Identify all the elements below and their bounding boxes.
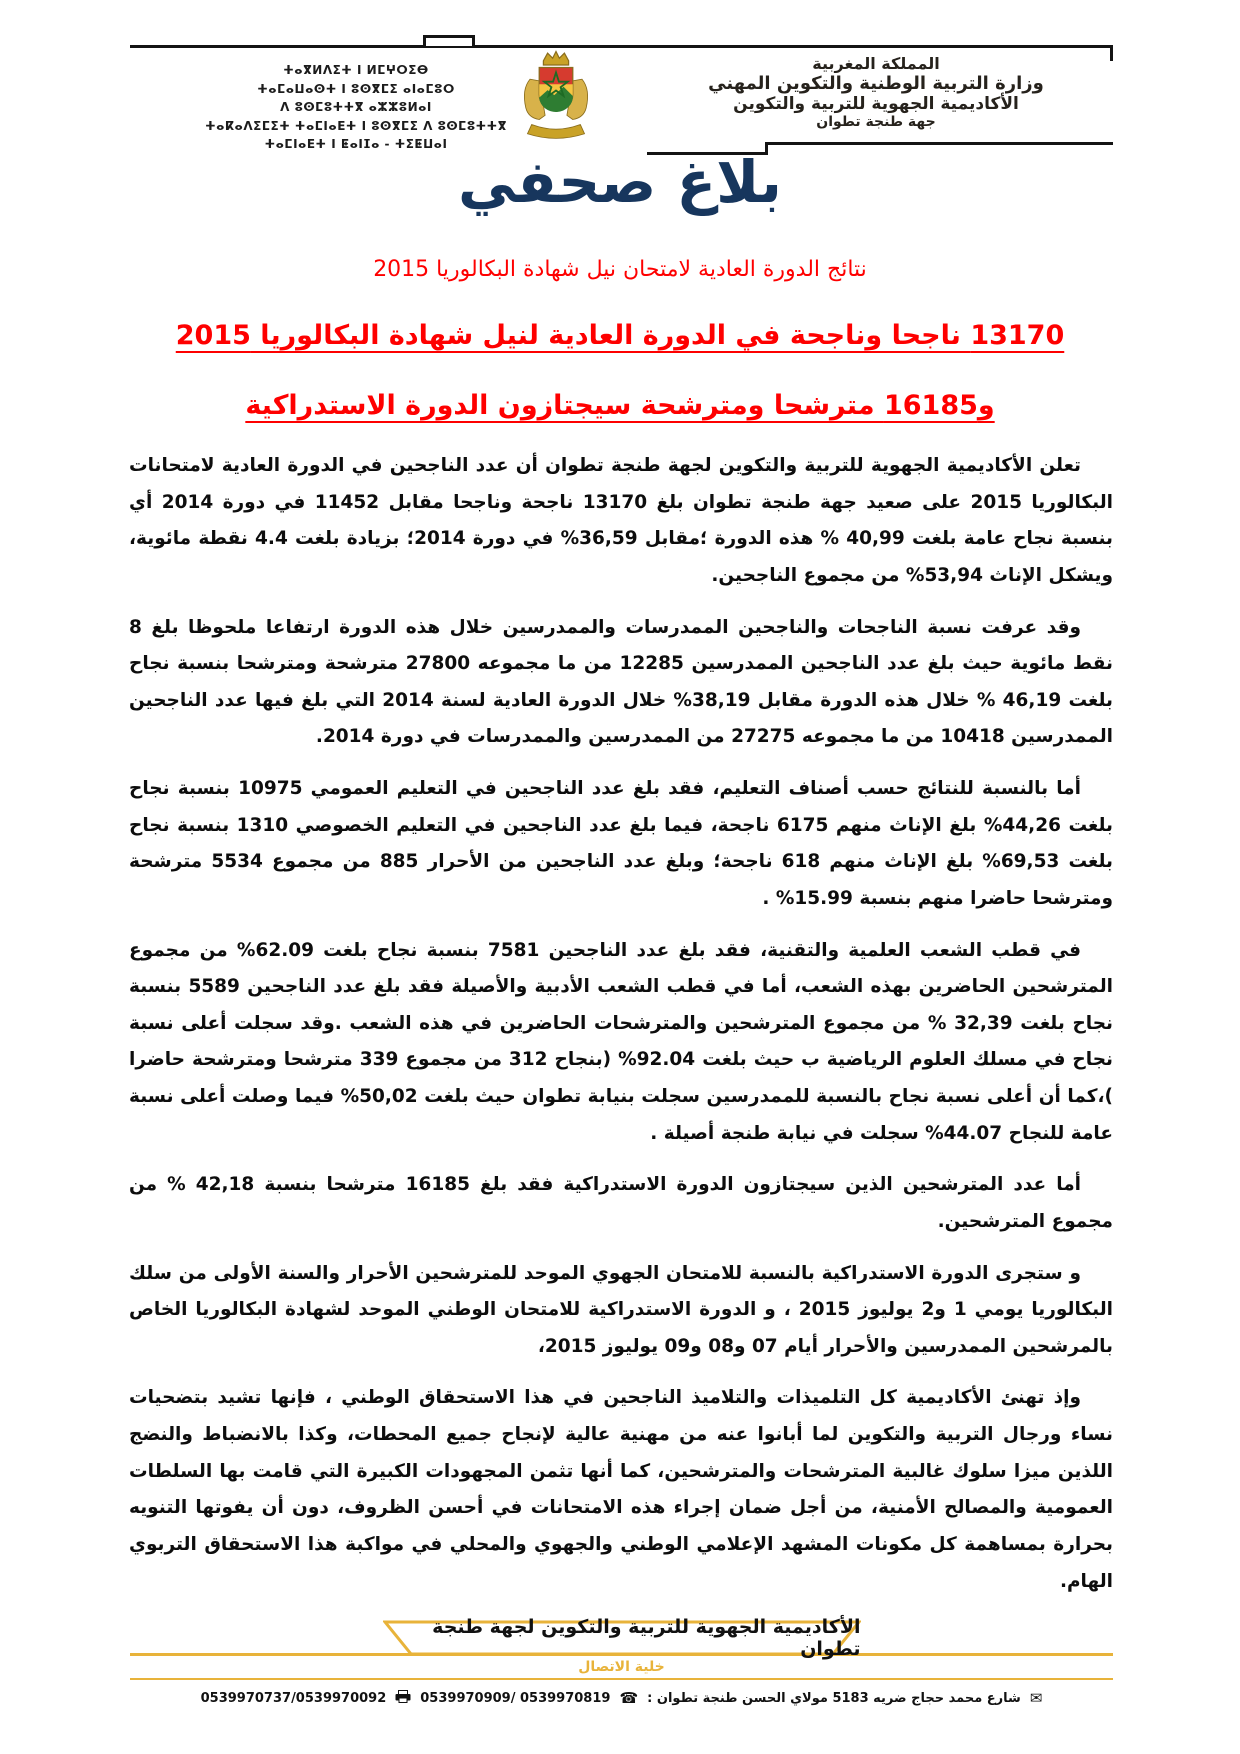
results-subtitle: نتائج الدورة العادية لامتحان نيل شهادة البكالوريا 2015 — [373, 257, 867, 282]
ministry-tifinagh-block — [196, 61, 516, 154]
ministry-name: وزارة التربية الوطنية والتكوين المهني — [708, 73, 1044, 94]
tifinagh-line: ⵜⴰⵎⵏⴰⴹⵜ ⵏ ⵟⴰⵏⵊⴰ - ⵜⵉⵟⵡⴰⵏ — [264, 137, 448, 152]
body-paragraph: وقد عرفت نسبة الناجحات والناجحين الممدرسات والممدرسين خلال هذه الدورة ارتفاعا ملحوظا بلغ 8 نقط مائوية حيث بلغ عدد الناجحين الممدرسين 12285 من ما مجموعه 27800 مترشحة ومترشحا بنسبة نجاح بلغت 46,19 % خلال هذه الدورة مقابل 38,19% خلال الدورة العادية لسنة 2014 التي بلغ فيها عدد الناجحين الممدرسين 10418 من ما مجموعه 27275 من الممدرسين والممدرسات في دورة 2014. — [129, 616, 1113, 748]
footer-unit-name: خلية الاتصال — [578, 1659, 665, 1675]
body-paragraph: و ستجرى الدورة الاستدراكية بالنسبة للامتحان الجهوي الموحد للمترشحين الأحرار والسنة الأولى من سلك البكالوريا يومي 1 و2 يوليوز 2015 ، و الدورة الاستدراكية للامتحان الوطني الموحد لشهادة البكالوريا الخاص بالمرشحين الممدرسين والأحرار أيام 07 و08 و09 يوليوز 2015، — [129, 1262, 1113, 1357]
body-paragraph: تعلن الأكاديمية الجهوية للتربية والتكوين لجهة طنجة تطوان أن عدد الناجحين في الدورة العادية لامتحانات البكالوريا 2015 على صعيد جهة طنجة تطوان بلغ 13170 ناجحة وناجحا مقابل 11452 في دورة 2014 أي بنسبة نجاح عامة بلغت 40,99 % هذه الدورة ؛مقابل 36,59% في دورة 2014؛ بزيادة بلغت 4.4 نقطة مائوية، ويشكل الإناث 53,94% من مجموع الناجحين. — [129, 455, 1114, 586]
phone-icon: ☎ — [619, 1688, 639, 1707]
press-release-body — [129, 448, 1113, 1615]
tifinagh-line: ⴷ ⵓⵙⵎⵓⵜⵜⴳ ⴰⵣⵣⵓⵍⴰⵏ — [280, 100, 432, 115]
letterhead — [130, 45, 1113, 163]
kingdom-name: المملكة المغربية — [812, 54, 940, 73]
headline-pass-count: 13170 ناجحا وناجحة في الدورة العادية لنيل شهادة البكالوريا 2015 — [175, 320, 1065, 351]
tifinagh-line: ⵜⴰⴳⵍⴷⵉⵜ ⵏ ⵍⵎⵖⵔⵉⴱ — [283, 63, 429, 77]
footer-phone-numbers: 0539970909/ 0539970819 — [420, 1690, 611, 1706]
region-name: جهة طنجة تطوان — [816, 114, 936, 130]
body-paragraph: في قطب الشعب العلمية والتقنية، فقد بلغ عدد الناجحين 7581 بنسبة نجاح بلغت 62.09% من مجموع المترشحين الحاضرين بهذه الشعب، أما في قطب الشعب الأدبية والأصيلة فقد بلغ عدد الناجحين 5589 بنسبة نجاح بلغت 32,39 % من مجموع المترشحين والمترشحات الحاضرين في هذه الشعب .وقد سجلت أعلى نسبة نجاح في مسلك العلوم الرياضية ب حيث بلغت 92.04% (بنجاح 312 من مجموع 339 مترشحا ومترشحة حاضرا )،كما أن أعلى نسبة نجاح بالنسبة للممدرسين سجلت بنيابة تطوان حيث بلغت 50,02% فيما وصلت أعلى نسبة عامة للنجاح 44.07% سجلت في نيابة طنجة أصيلة . — [129, 939, 1113, 1144]
body-paragraph: وإذ تهنئ الأكاديمية كل التلميذات والتلاميذ الناجحين في هذا الاستحقاق الوطني ، فإنها تشيد بتضحيات نساء ورجال التربية والتكوين لما أبانوا عنه من مهنية عالية لإنجاح جميع المحطات، وكذا بالانضباط والنضج اللذين ميزا سلوك غالبية المترشحات والمترشحين، كما أنها تثمن المجهودات الكبيرة التي قامت بها السلطات العمومية والمصالح الأمنية، من أجل ضمان إجراء هذه الامتحانات في أحسن الظروف، دون أن يفوتها التنويه بحرارة بمساهمة كل مكونات المشهد الإعلامي الوطني والجهوي والمحلي في مواكبة هذا الاستحقاق التربوي الهام. — [129, 1387, 1113, 1592]
letterhead-under-rule — [768, 142, 1113, 145]
footer-address: شارع محمد حجاج ضريه 5183 مولاي الحسن طنجة تطوان : — [647, 1690, 1021, 1706]
envelope-icon: ✉ — [1029, 1688, 1043, 1707]
footer-contact-row — [130, 1690, 1113, 1706]
footer-org-tab — [383, 1616, 861, 1660]
letterhead-top-rule-tab — [423, 35, 475, 46]
letterfoot — [130, 1616, 1113, 1707]
footer-rule-2 — [130, 1678, 1113, 1680]
fax-icon — [395, 1690, 411, 1706]
body-paragraph: أما بالنسبة للنتائج حسب أصناف التعليم، فقد بلغ عدد الناجحين في التعليم العمومي 10975 بنسبة نجاح بلغت 44,26% بلغ الإناث منهم 6175 ناجحة، فيما بلغ عدد الناجحين في التعليم الخصوصي 1310 بنسبة نجاح بلغت 69,53% بلغ الإناث منهم 618 ناجحة؛ وبلغ عدد الناجحين من الأحرار 885 من مجموع 5534 مترشحة ومترشحا حاضرا منهم بنسبة 15.99% . — [129, 778, 1113, 909]
tifinagh-line: ⵜⴰⴽⴰⴷⵉⵎⵉⵜ ⵜⴰⵎⵏⴰⴹⵜ ⵏ ⵓⵙⴳⵎⵉ ⴷ ⵓⵙⵎⵓⵜⵜⴳ — [205, 118, 507, 133]
footer-org-name: الأكاديمية الجهوية للتربية والتكوين لجهة طنجة تطوان — [432, 1616, 861, 1660]
body-paragraph: أما عدد المترشحين الذين سيجتازون الدورة الاستدراكية فقد بلغ 16185 مترشحا بنسبة 42,18 % من مجموع المترشحين. — [129, 1174, 1113, 1232]
press-release-title: بلاغ صحفي — [458, 148, 782, 216]
academy-name: الأكاديمية الجهوية للتربية والتكوين — [733, 94, 1019, 114]
footer-fax-numbers: 0539970737/0539970092 — [200, 1690, 387, 1706]
tifinagh-line: ⵜⴰⵎⴰⵡⴰⵙⵜ ⵏ ⵓⵙⴳⵎⵉ ⴰⵏⴰⵎⵓⵔ — [257, 81, 455, 96]
ministry-arabic-block — [645, 54, 1107, 130]
letterhead-top-rule-end — [1110, 45, 1113, 61]
morocco-coat-of-arms-icon — [518, 49, 594, 147]
letterhead-top-rule — [130, 45, 1113, 48]
headline-resit-count: و16185 مترشحا ومترشحة سيجتازون الدورة الاستدراكية — [245, 390, 995, 421]
